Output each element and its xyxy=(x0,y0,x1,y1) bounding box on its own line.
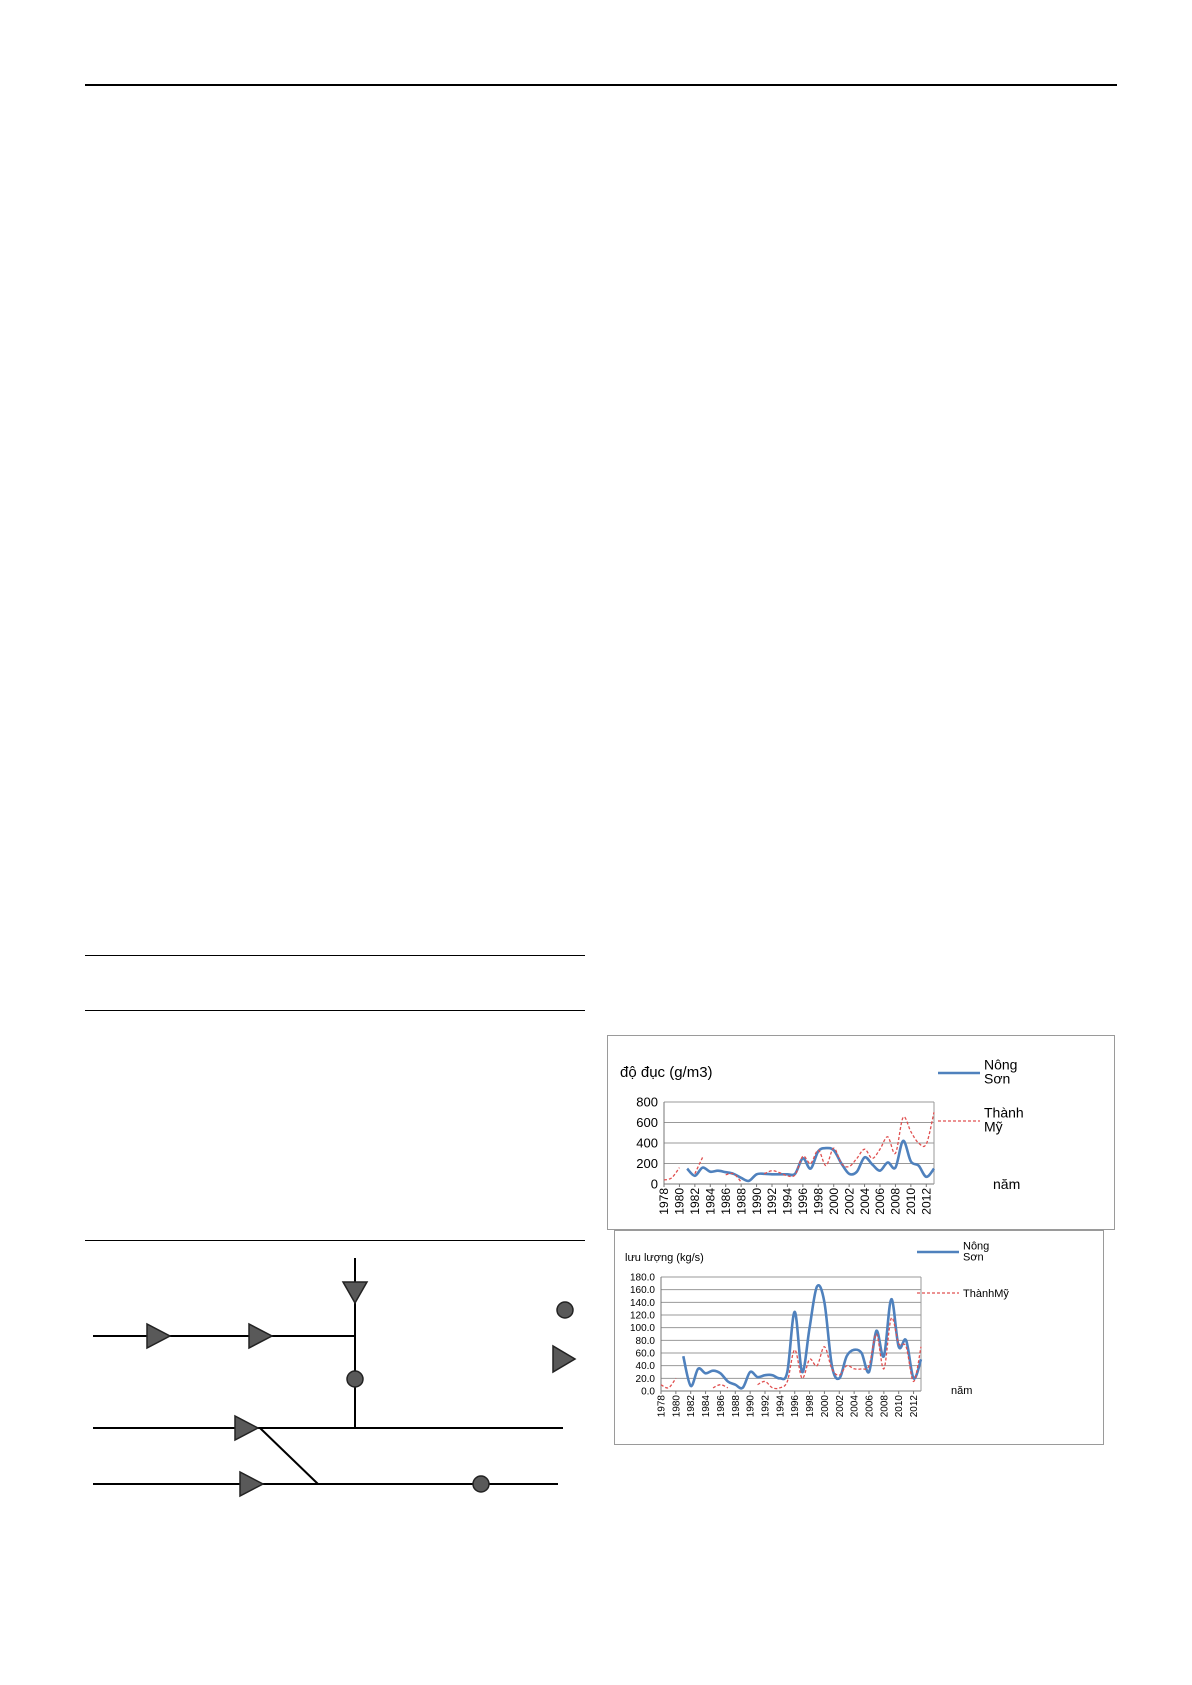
diagonal-link xyxy=(260,1428,318,1484)
y-tick-label: 80.0 xyxy=(635,1335,655,1347)
x-tick-label: 1990 xyxy=(749,1188,764,1215)
x-tick-label: 2006 xyxy=(864,1395,876,1418)
y-tick-label: 140.0 xyxy=(629,1297,655,1309)
y-tick-label: 100.0 xyxy=(629,1323,655,1335)
flow-triangle-1 xyxy=(147,1324,170,1348)
station-circle-1 xyxy=(347,1371,363,1387)
x-tick-label: 1980 xyxy=(672,1188,687,1215)
x-tick-label: 1978 xyxy=(657,1188,672,1215)
turbidity-chart-svg xyxy=(608,1036,1114,1229)
chart-xlabel: năm xyxy=(951,1385,973,1397)
legend-triangle-icon xyxy=(553,1346,575,1372)
x-tick-label: 2000 xyxy=(819,1395,831,1418)
river-network-diagram xyxy=(85,1250,605,1500)
y-tick-label: 20.0 xyxy=(635,1373,655,1385)
x-tick-label: 2004 xyxy=(857,1188,872,1215)
x-tick-label: 1986 xyxy=(715,1395,727,1418)
x-tick-label: 2006 xyxy=(873,1188,888,1215)
legend-label: Nông Sơn xyxy=(984,1056,1018,1087)
y-tick-label: 800 xyxy=(636,1094,658,1110)
chart-ylabel: độ đục (g/m3) xyxy=(620,1064,713,1081)
series-line-nong-son xyxy=(683,1285,921,1388)
header-rule xyxy=(85,84,1117,86)
y-tick-label: 60.0 xyxy=(635,1348,655,1360)
x-tick-label: 1982 xyxy=(686,1395,698,1418)
x-tick-label: 1998 xyxy=(811,1188,826,1215)
y-tick-label: 600 xyxy=(636,1115,658,1131)
turbidity-chart xyxy=(607,1035,1115,1230)
x-tick-label: 1984 xyxy=(703,1188,718,1215)
x-tick-label: 1996 xyxy=(796,1188,811,1215)
x-tick-label: 1986 xyxy=(718,1188,733,1215)
x-tick-label: 1996 xyxy=(790,1395,802,1418)
x-tick-label: 1994 xyxy=(775,1395,787,1418)
x-tick-label: 1992 xyxy=(760,1395,772,1418)
rule-1 xyxy=(85,955,585,956)
series-line-thanh-my xyxy=(764,1112,934,1176)
y-tick-label: 180.0 xyxy=(629,1272,655,1284)
rule-3 xyxy=(85,1240,585,1241)
chart-ylabel: lưu lượng (kg/s) xyxy=(625,1252,704,1264)
x-tick-label: 2012 xyxy=(909,1395,921,1418)
discharge-chart-svg xyxy=(615,1231,1103,1444)
series-line-thanh-my xyxy=(664,1168,679,1180)
legend-circle-icon xyxy=(557,1302,573,1318)
y-tick-label: 40.0 xyxy=(635,1361,655,1373)
flow-triangle-down xyxy=(343,1282,367,1303)
x-tick-label: 1980 xyxy=(671,1395,683,1418)
x-tick-label: 1998 xyxy=(805,1395,817,1418)
x-tick-label: 2010 xyxy=(894,1395,906,1418)
x-tick-label: 2008 xyxy=(879,1395,891,1418)
x-tick-label: 2010 xyxy=(904,1188,919,1215)
station-circle-2 xyxy=(473,1476,489,1492)
y-tick-label: 0 xyxy=(650,1176,658,1192)
y-tick-label: 200 xyxy=(636,1156,658,1172)
x-tick-label: 1990 xyxy=(745,1395,757,1418)
series-line-thanh-my xyxy=(661,1378,676,1388)
x-tick-label: 1994 xyxy=(780,1188,795,1215)
chart-xlabel: năm xyxy=(993,1176,1021,1192)
legend-label: ThànhMỹ xyxy=(963,1287,1009,1300)
legend-label: Nông Sơn xyxy=(963,1240,990,1264)
series-line-thanh-my xyxy=(713,1385,728,1388)
flow-triangle-3 xyxy=(235,1416,258,1440)
x-tick-label: 2000 xyxy=(826,1188,841,1215)
y-tick-label: 160.0 xyxy=(629,1285,655,1297)
x-tick-label: 1988 xyxy=(734,1188,749,1215)
x-tick-label: 1992 xyxy=(765,1188,780,1215)
x-tick-label: 2002 xyxy=(834,1395,846,1418)
flow-triangle-2 xyxy=(249,1324,272,1348)
x-tick-label: 2004 xyxy=(849,1395,861,1418)
y-tick-label: 400 xyxy=(636,1135,658,1151)
x-tick-label: 2002 xyxy=(842,1188,857,1215)
y-tick-label: 120.0 xyxy=(629,1310,655,1322)
x-tick-label: 1978 xyxy=(656,1395,668,1418)
x-tick-label: 2012 xyxy=(919,1188,934,1215)
rule-2 xyxy=(85,1010,585,1011)
x-tick-label: 1988 xyxy=(730,1395,742,1418)
x-tick-label: 2008 xyxy=(888,1188,903,1215)
x-tick-label: 1984 xyxy=(701,1395,713,1418)
flow-triangle-4 xyxy=(240,1472,263,1496)
y-tick-label: 0.0 xyxy=(641,1386,655,1398)
discharge-chart xyxy=(614,1230,1104,1445)
x-tick-label: 1982 xyxy=(688,1188,703,1215)
legend-label: Thành Mỹ xyxy=(984,1104,1024,1135)
